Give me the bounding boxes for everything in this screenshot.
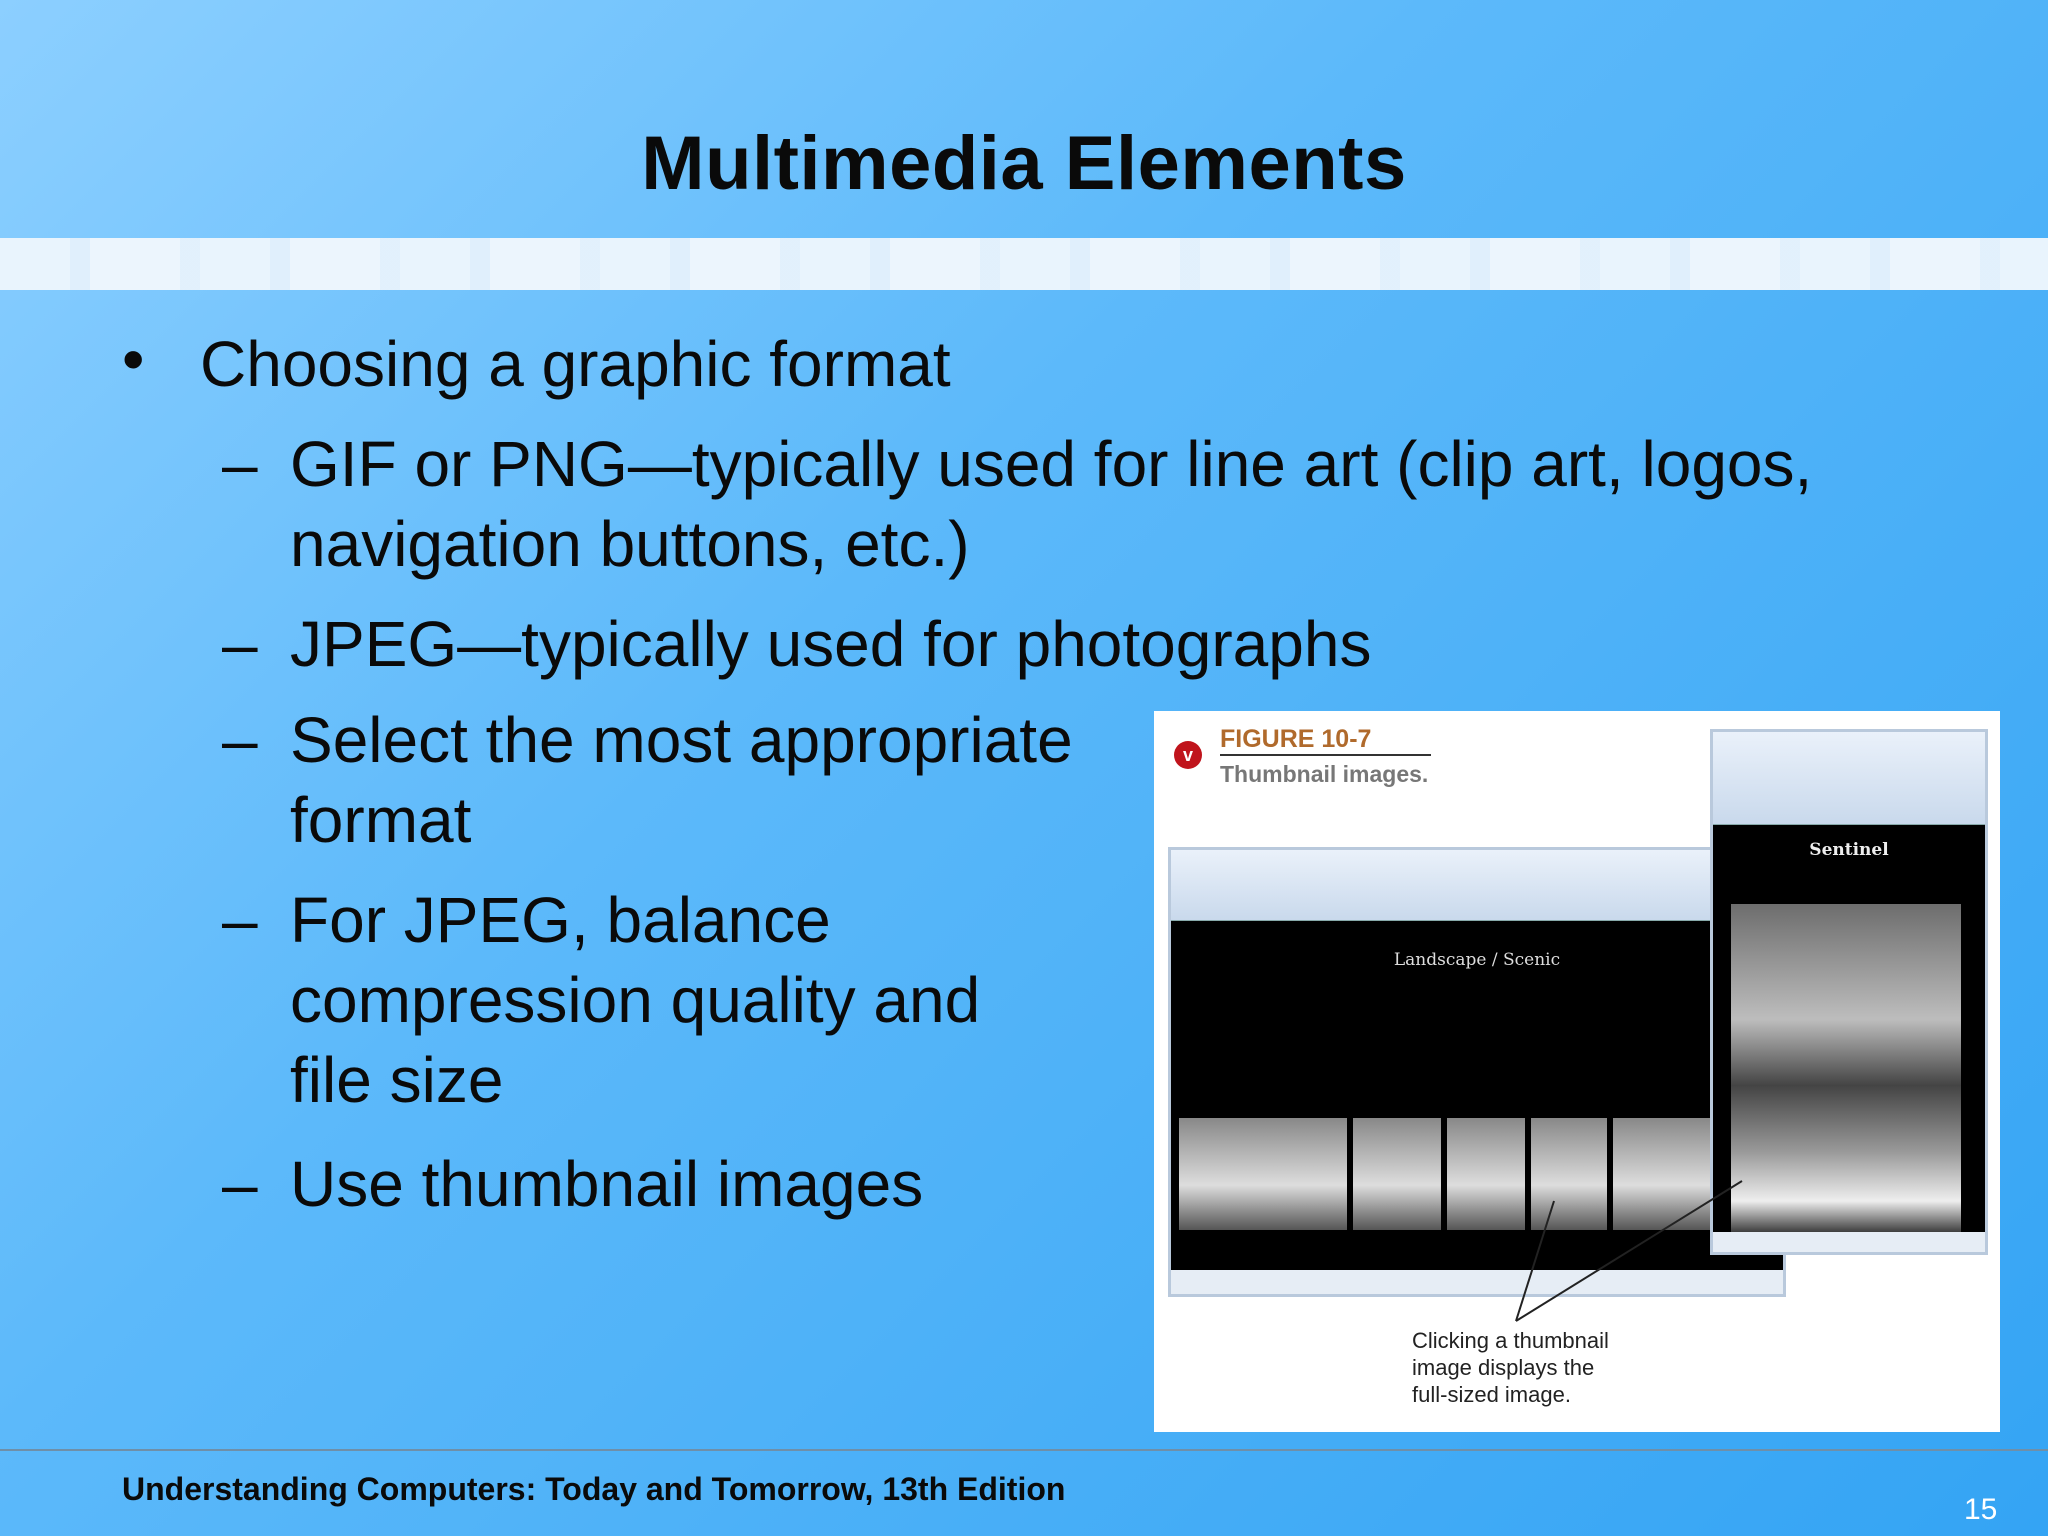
figure-caption: Thumbnail images. bbox=[1220, 761, 1429, 787]
footer-book-title: Understanding Computers: Today and Tomorrow, 13th Edition bbox=[122, 1471, 1066, 1507]
callout-line: image displays the bbox=[1412, 1355, 1595, 1380]
figure-number: FIGURE 10-7 bbox=[1220, 725, 1431, 756]
dash-icon: – bbox=[222, 704, 258, 776]
dash-icon: – bbox=[222, 884, 258, 956]
dash-icon: – bbox=[222, 1148, 258, 1220]
callout-lines bbox=[1154, 711, 2000, 1432]
publisher-logo-icon: v bbox=[1174, 741, 1202, 769]
dash-icon: – bbox=[222, 428, 258, 500]
bullet-text: Choosing a graphic format bbox=[200, 328, 951, 400]
figure-callout bbox=[1412, 1327, 1609, 1408]
page-number: 15 bbox=[1964, 1493, 1998, 1526]
callout-line: Clicking a thumbnail bbox=[1412, 1328, 1609, 1353]
sub-item-line: JPEG—typically used for photographs bbox=[290, 608, 1372, 680]
gallery-title: Landscape / Scenic bbox=[1393, 950, 1561, 970]
sub-item-line: file size bbox=[290, 1044, 504, 1116]
footer-divider bbox=[0, 1449, 2048, 1451]
sub-item-line: format bbox=[290, 784, 472, 856]
sub-item-line: For JPEG, balance bbox=[290, 884, 831, 956]
sub-item-line: navigation buttons, etc.) bbox=[290, 508, 970, 580]
sub-item-line: GIF or PNG—typically used for line art (clip art, logos, bbox=[290, 428, 1813, 500]
sub-item-line: Select the most appropriate bbox=[290, 704, 1073, 776]
slide-title: Multimedia Elements bbox=[641, 121, 1407, 206]
photo-title: Sentinel bbox=[1809, 840, 1889, 860]
bullet-icon: • bbox=[122, 323, 145, 395]
dash-icon: – bbox=[222, 608, 258, 680]
sub-item-line: compression quality and bbox=[290, 964, 981, 1036]
callout-line: full-sized image. bbox=[1412, 1382, 1571, 1407]
sub-item-line: Use thumbnail images bbox=[290, 1148, 924, 1220]
figure-thumbnail-images bbox=[1154, 711, 2000, 1432]
